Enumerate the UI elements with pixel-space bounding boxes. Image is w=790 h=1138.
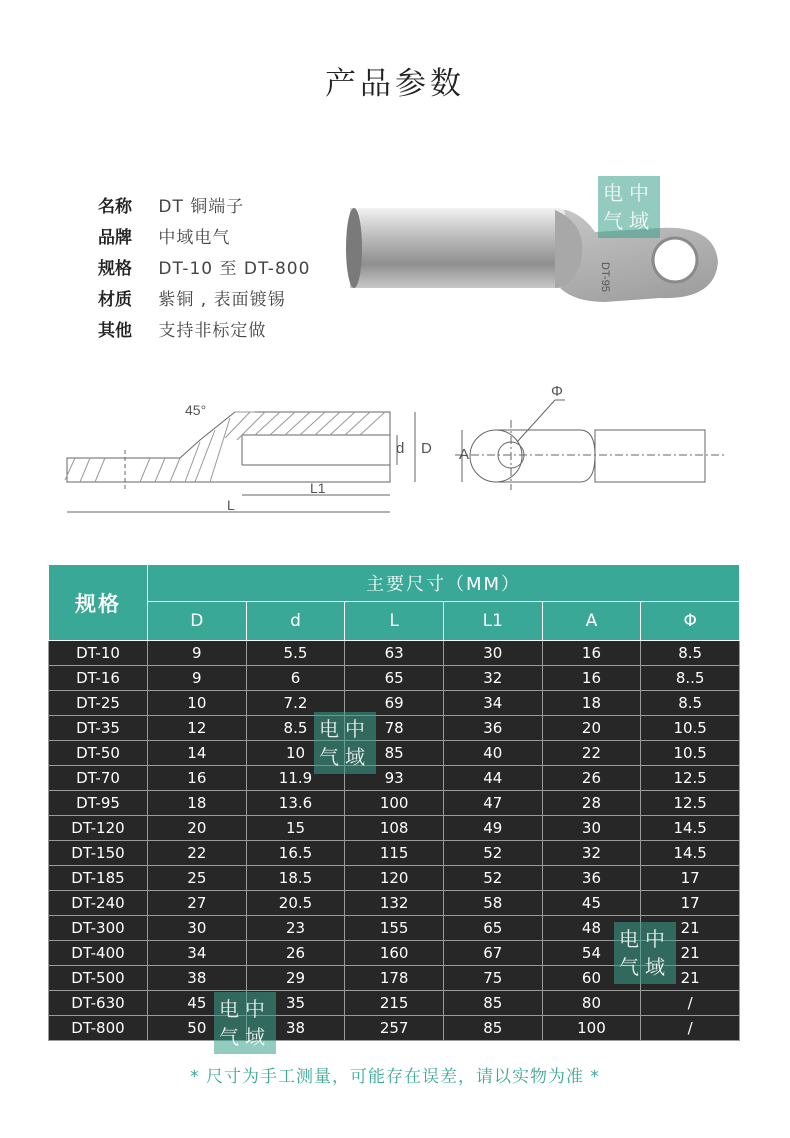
table-cell: 18	[148, 791, 247, 816]
table-cell: 16	[148, 766, 247, 791]
table-cell: /	[641, 991, 740, 1016]
table-cell: 215	[345, 991, 444, 1016]
table-row	[49, 791, 740, 816]
table-cell: 9	[148, 641, 247, 666]
table-cell: 12.5	[641, 791, 740, 816]
table-row	[49, 691, 740, 716]
table-cell: 50	[148, 1016, 247, 1041]
watermark-logo	[598, 176, 660, 238]
spec-key: 其他	[98, 321, 132, 341]
table-cell: 49	[443, 816, 542, 841]
table-cell: 16.5	[246, 841, 345, 866]
table-cell: 93	[345, 766, 444, 791]
table-cell: 12.5	[641, 766, 740, 791]
table-cell: 257	[345, 1016, 444, 1041]
table-cell: 21	[641, 916, 740, 941]
table-cell-spec: DT-120	[49, 816, 148, 841]
column-header-A: A	[542, 602, 641, 641]
table-cell: 54	[542, 941, 641, 966]
spec-row-brand	[98, 223, 310, 254]
table-cell: 28	[542, 791, 641, 816]
table-row	[49, 866, 740, 891]
table-row	[49, 716, 740, 741]
spec-value: DT-10 至 DT-800	[158, 259, 311, 279]
table-cell: 44	[443, 766, 542, 791]
table-cell: 108	[345, 816, 444, 841]
table-cell: 14.5	[641, 816, 740, 841]
table-cell: 8.5	[641, 641, 740, 666]
table-cell: 160	[345, 941, 444, 966]
table-cell-spec: DT-300	[49, 916, 148, 941]
table-cell: 8..5	[641, 666, 740, 691]
table-cell: 14	[148, 741, 247, 766]
table-cell-spec: DT-35	[49, 716, 148, 741]
table-cell: 8.5	[641, 691, 740, 716]
table-row	[49, 816, 740, 841]
watermark-logo	[314, 712, 376, 774]
table-cell: 85	[443, 991, 542, 1016]
spec-row-model	[98, 254, 310, 285]
table-cell: 10.5	[641, 741, 740, 766]
table-cell-spec: DT-400	[49, 941, 148, 966]
table-cell: 10	[148, 691, 247, 716]
table-cell: 12	[148, 716, 247, 741]
table-cell: 17	[641, 891, 740, 916]
table-cell: 47	[443, 791, 542, 816]
table-cell-spec: DT-70	[49, 766, 148, 791]
table-cell: 45	[542, 891, 641, 916]
table-cell: 32	[443, 666, 542, 691]
table-cell: 34	[148, 941, 247, 966]
table-cell: 40	[443, 741, 542, 766]
table-cell: 67	[443, 941, 542, 966]
table-cell: 22	[148, 841, 247, 866]
table-row	[49, 766, 740, 791]
table-cell: 20.5	[246, 891, 345, 916]
table-row	[49, 666, 740, 691]
spec-row-name	[98, 192, 310, 223]
watermark-line: 电中	[319, 717, 371, 741]
column-header-spec: 规格	[49, 565, 148, 641]
watermark-line: 气域	[619, 955, 671, 979]
table-cell-spec: DT-240	[49, 891, 148, 916]
watermark-line: 气域	[603, 209, 655, 233]
product-image	[340, 170, 740, 320]
table-cell-spec: DT-630	[49, 991, 148, 1016]
column-header-main-dimensions: 主要尺寸（MM）	[148, 565, 740, 602]
table-row	[49, 891, 740, 916]
spec-key: 品牌	[98, 228, 132, 248]
product-spec-list	[98, 192, 310, 347]
column-header-phi: Φ	[641, 602, 740, 641]
total-length-label: L	[227, 497, 235, 513]
table-cell: 52	[443, 866, 542, 891]
table-cell: 80	[542, 991, 641, 1016]
table-cell: 18	[542, 691, 641, 716]
table-cell: 35	[246, 991, 345, 1016]
table-cell: 17	[641, 866, 740, 891]
spec-value: 支持非标定做	[158, 321, 267, 341]
table-cell: 85	[443, 1016, 542, 1041]
table-cell: 20	[542, 716, 641, 741]
spec-row-other	[98, 316, 310, 347]
table-cell: 132	[345, 891, 444, 916]
table-cell: 178	[345, 966, 444, 991]
watermark-line: 气域	[219, 1025, 271, 1049]
table-cell-spec: DT-500	[49, 966, 148, 991]
table-cell-spec: DT-185	[49, 866, 148, 891]
inner-diameter-label: d	[396, 440, 405, 457]
table-cell: 34	[443, 691, 542, 716]
table-cell: 58	[443, 891, 542, 916]
table-cell: 22	[542, 741, 641, 766]
table-cell-spec: DT-25	[49, 691, 148, 716]
table-cell: 27	[148, 891, 247, 916]
width-label: A	[459, 446, 470, 463]
table-cell: 100	[345, 791, 444, 816]
watermark-logo	[214, 992, 276, 1054]
table-cell: 7.2	[246, 691, 345, 716]
table-cell: 29	[246, 966, 345, 991]
hole-diameter-label: Φ	[551, 383, 563, 400]
table-cell: 36	[443, 716, 542, 741]
table-cell: 30	[443, 641, 542, 666]
table-cell: 63	[345, 641, 444, 666]
table-row	[49, 841, 740, 866]
table-cell: 21	[641, 941, 740, 966]
table-subheader-row	[49, 602, 740, 641]
table-cell: 45	[148, 991, 247, 1016]
table-row	[49, 741, 740, 766]
spec-value: 紫铜 , 表面镀锡	[158, 290, 286, 310]
column-header-D: D	[148, 602, 247, 641]
table-cell-spec: DT-50	[49, 741, 148, 766]
table-cell: /	[641, 1016, 740, 1041]
outer-diameter-label: D	[421, 440, 432, 457]
table-cell: 60	[542, 966, 641, 991]
angle-label: 45°	[185, 402, 207, 418]
table-cell: 65	[443, 916, 542, 941]
table-cell: 16	[542, 666, 641, 691]
page-title: 产品参数	[325, 66, 465, 102]
spec-value: DT 铜端子	[158, 197, 245, 217]
product-stamp: DT-95	[599, 262, 611, 292]
table-header-row	[49, 565, 740, 602]
watermark-line: 电中	[603, 181, 655, 205]
watermark-logo	[614, 922, 676, 984]
table-cell: 13.6	[246, 791, 345, 816]
table-cell: 21	[641, 966, 740, 991]
barrel-length-label: L1	[310, 480, 326, 496]
table-cell: 32	[542, 841, 641, 866]
watermark-line: 气域	[319, 745, 371, 769]
watermark-line: 电中	[219, 997, 271, 1021]
measurement-footnote: * 尺寸为手工测量，可能存在误差，请以实物为准 *	[190, 1067, 600, 1087]
table-cell: 26	[246, 941, 345, 966]
table-cell-spec: DT-150	[49, 841, 148, 866]
column-header-d: d	[246, 602, 345, 641]
table-cell: 36	[542, 866, 641, 891]
table-cell: 30	[148, 916, 247, 941]
table-cell: 69	[345, 691, 444, 716]
table-cell-spec: DT-800	[49, 1016, 148, 1041]
table-cell: 11.9	[246, 766, 345, 791]
table-cell: 14.5	[641, 841, 740, 866]
dimension-drawing	[55, 380, 735, 530]
spec-row-material	[98, 285, 310, 316]
table-cell: 15	[246, 816, 345, 841]
column-header-L: L	[345, 602, 444, 641]
table-cell-spec: DT-10	[49, 641, 148, 666]
spec-key: 材质	[98, 290, 132, 310]
table-cell: 30	[542, 816, 641, 841]
table-cell-spec: DT-16	[49, 666, 148, 691]
table-cell: 6	[246, 666, 345, 691]
table-cell: 100	[542, 1016, 641, 1041]
table-cell: 115	[345, 841, 444, 866]
table-cell-spec: DT-95	[49, 791, 148, 816]
table-cell: 48	[542, 916, 641, 941]
table-cell: 23	[246, 916, 345, 941]
table-cell: 10	[246, 741, 345, 766]
spec-value: 中域电气	[158, 228, 231, 248]
table-cell: 18.5	[246, 866, 345, 891]
table-cell: 9	[148, 666, 247, 691]
table-cell: 10.5	[641, 716, 740, 741]
table-cell: 75	[443, 966, 542, 991]
table-row	[49, 991, 740, 1016]
table-cell: 25	[148, 866, 247, 891]
table-cell: 5.5	[246, 641, 345, 666]
table-row	[49, 641, 740, 666]
table-cell: 78	[345, 716, 444, 741]
table-cell: 120	[345, 866, 444, 891]
table-cell: 65	[345, 666, 444, 691]
table-cell: 85	[345, 741, 444, 766]
table-cell: 20	[148, 816, 247, 841]
table-cell: 8.5	[246, 716, 345, 741]
table-cell: 16	[542, 641, 641, 666]
spec-key: 规格	[98, 259, 132, 279]
table-cell: 38	[246, 1016, 345, 1041]
column-header-L1: L1	[443, 602, 542, 641]
table-row	[49, 1016, 740, 1041]
spec-key: 名称	[98, 197, 132, 217]
table-cell: 52	[443, 841, 542, 866]
table-cell: 155	[345, 916, 444, 941]
watermark-line: 电中	[619, 927, 671, 951]
table-cell: 38	[148, 966, 247, 991]
table-cell: 26	[542, 766, 641, 791]
